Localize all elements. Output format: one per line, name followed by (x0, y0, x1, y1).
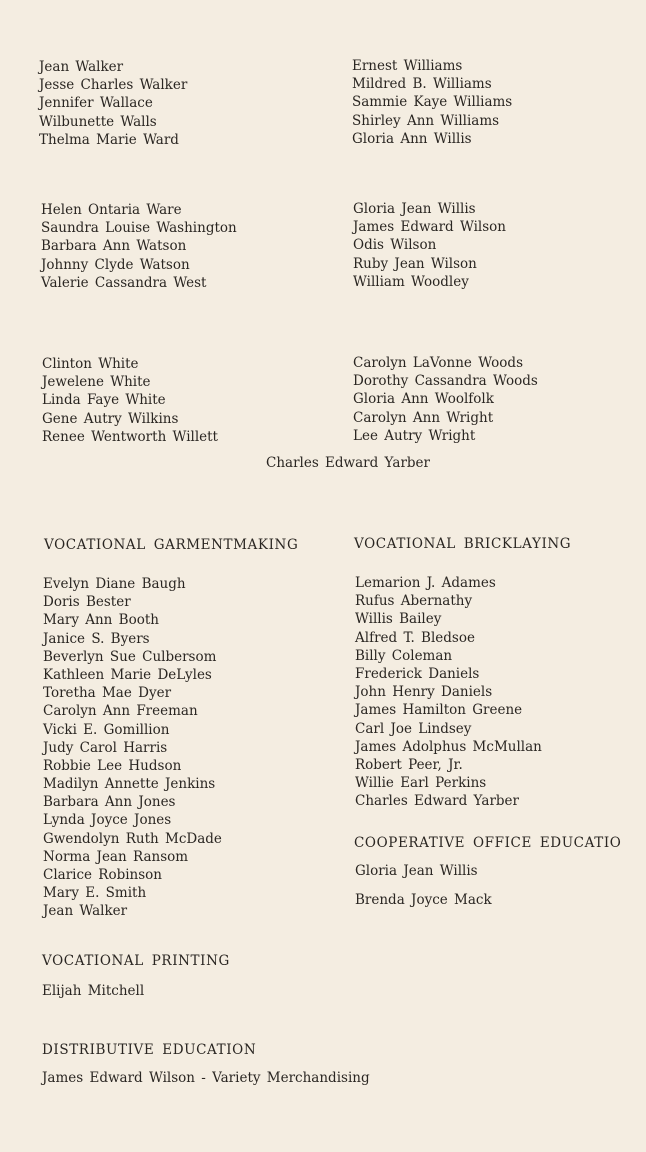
list-item: Willie Earl Perkins (355, 775, 487, 792)
list-item: Mary Ann Booth (43, 612, 159, 629)
list-item: Rufus Abernathy (355, 593, 473, 610)
list-item: Jennifer Wallace (39, 95, 153, 112)
list-item: Sammie Kaye Williams (352, 94, 513, 111)
list-item: Valerie Cassandra West (41, 274, 207, 291)
cooperative-name-1: Gloria Jean Willis (355, 863, 478, 879)
list-item: Odis Wilson (353, 237, 437, 254)
name-list-group-2-right (353, 200, 506, 291)
list-item: Judy Carol Harris (43, 739, 168, 756)
list-item: Clinton White (42, 356, 139, 372)
list-item: Barbara Ann Jones (43, 794, 176, 811)
list-item: Doris Bester (43, 594, 131, 611)
list-item: Vicki E. Gomillion (43, 721, 170, 738)
list-item: Carl Joe Lindsey (355, 720, 472, 737)
list-item: Janice S. Byers (43, 630, 150, 647)
list-item: James Adolphus McMullan (355, 738, 542, 755)
distributive-entry: James Edward Wilson - Variety Merchandising (42, 1070, 370, 1086)
section-heading-distributive: DISTRIBUTIVE EDUCATION (42, 1042, 257, 1058)
list-item: Carolyn LaVonne Woods (353, 355, 523, 371)
list-item: Gloria Ann Woolfolk (353, 391, 494, 408)
list-item: Ernest Williams (352, 58, 463, 74)
list-item: Linda Faye White (42, 392, 166, 409)
list-item: Lemarion J. Adames (355, 575, 496, 591)
section-heading-bricklaying: VOCATIONAL BRICKLAYING (354, 536, 572, 552)
bricklaying-name-list (355, 574, 542, 810)
list-item: Mary E. Smith (43, 885, 147, 902)
list-item: Lee Autry Wright (353, 427, 476, 444)
list-item: Thelma Marie Ward (39, 131, 179, 148)
list-item: Gloria Jean Willis (353, 201, 476, 217)
list-item: Frederick Daniels (355, 665, 480, 682)
list-item: Renee Wentworth Willett (42, 428, 218, 445)
list-item: Jesse Charles Walker (39, 77, 188, 94)
list-item: Willis Bailey (355, 611, 442, 628)
list-item: Ruby Jean Wilson (353, 255, 477, 272)
section-heading-garmentmaking: VOCATIONAL GARMENTMAKING (44, 537, 299, 553)
list-item: Madilyn Annette Jenkins (43, 776, 216, 793)
list-item: Norma Jean Ransom (43, 848, 189, 865)
list-item: Shirley Ann Williams (352, 112, 500, 129)
section-heading-cooperative: COOPERATIVE OFFICE EDUCATIO (354, 835, 622, 851)
list-item: Carolyn Ann Freeman (43, 703, 198, 720)
list-item: Carolyn Ann Wright (353, 409, 494, 426)
list-item: Helen Ontaria Ware (41, 202, 182, 218)
list-item: James Hamilton Greene (355, 702, 523, 719)
centered-name: Charles Edward Yarber (266, 455, 430, 471)
list-item: Jean Walker (43, 903, 128, 920)
name-list-group-2-left (41, 201, 237, 292)
list-item: Mildred B. Williams (352, 76, 492, 93)
list-item: Billy Coleman (355, 647, 453, 664)
list-item: James Edward Wilson (353, 219, 506, 236)
list-item: Charles Edward Yarber (355, 793, 519, 810)
list-item: Evelyn Diane Baugh (43, 576, 186, 592)
list-item: Johnny Clyde Watson (41, 256, 190, 273)
list-item: Barbara Ann Watson (41, 238, 187, 255)
list-item: Robbie Lee Hudson (43, 757, 182, 774)
list-item: Toretha Mae Dyer (43, 685, 172, 702)
name-list-group-3-left (42, 355, 218, 446)
list-item: Jean Walker (39, 59, 124, 75)
list-item: Gwendolyn Ruth McDade (43, 830, 222, 847)
list-item: Gene Autry Wilkins (42, 410, 179, 427)
list-item: Kathleen Marie DeLyles (43, 666, 212, 683)
name-list-group-1-left (39, 58, 187, 149)
list-item: Dorothy Cassandra Woods (353, 373, 538, 390)
list-item: John Henry Daniels (355, 684, 493, 701)
list-item: Gloria Ann Willis (352, 130, 472, 147)
cooperative-name-2: Brenda Joyce Mack (355, 892, 492, 908)
name-list-group-1-right (352, 57, 512, 148)
list-item: Wilbunette Walls (39, 113, 157, 130)
garmentmaking-name-list (43, 575, 222, 921)
list-item: Lynda Joyce Jones (43, 812, 172, 829)
list-item: Robert Peer, Jr. (355, 756, 463, 773)
list-item: Clarice Robinson (43, 867, 163, 883)
list-item: Alfred T. Bledsoe (355, 629, 475, 646)
section-heading-printing: VOCATIONAL PRINTING (42, 953, 230, 969)
printing-name: Elijah Mitchell (42, 983, 145, 999)
list-item: Beverlyn Sue Culbersom (43, 648, 217, 665)
list-item: Jewelene White (42, 374, 151, 391)
list-item: William Woodley (353, 273, 469, 290)
list-item: Saundra Louise Washington (41, 220, 237, 237)
name-list-group-3-right (353, 354, 538, 445)
